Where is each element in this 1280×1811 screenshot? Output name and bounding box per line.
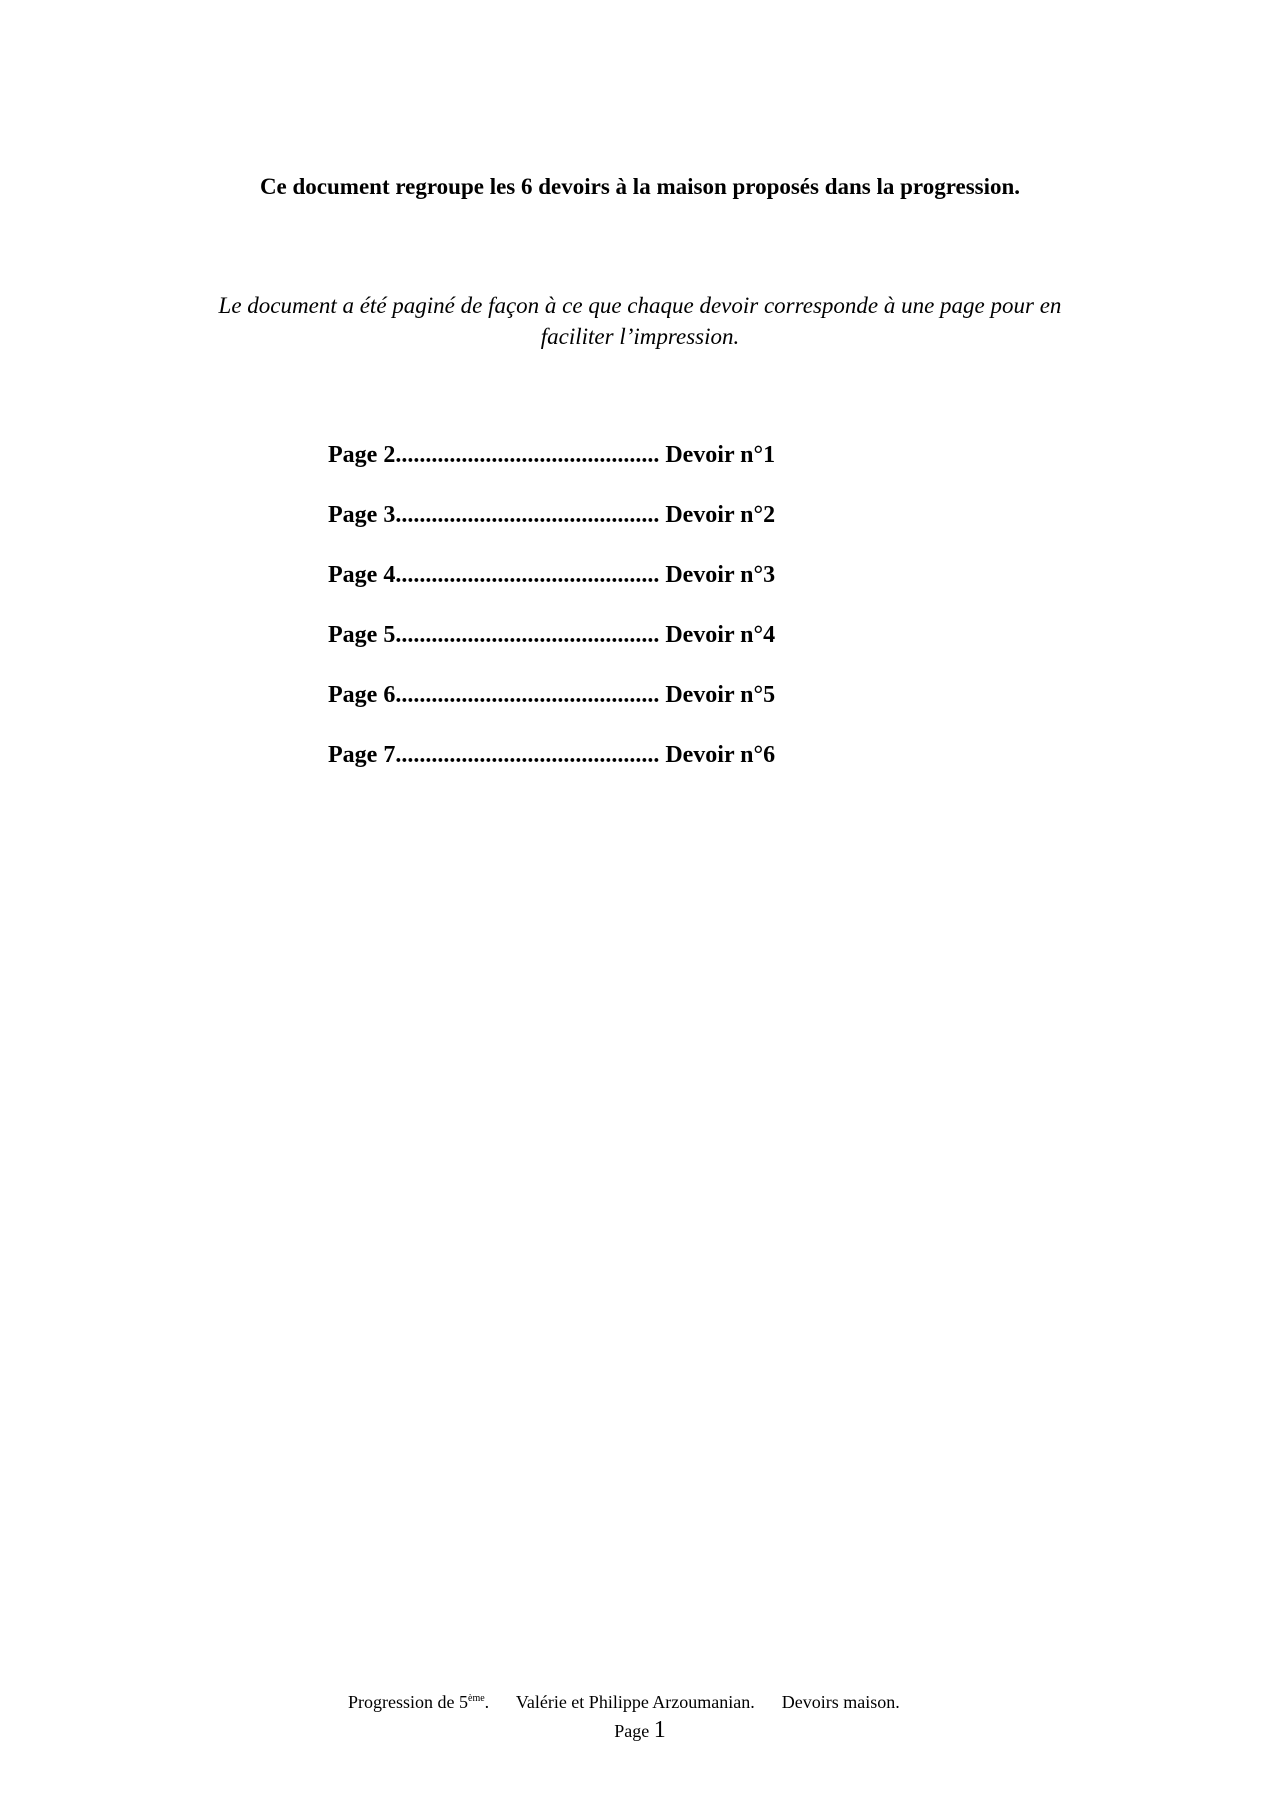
toc-page-label: Page 7 [328, 742, 396, 768]
footer-info-line [348, 1690, 900, 1714]
toc-leader-dots: ............................................ [395, 742, 660, 768]
intro-line-2: faciliter l’impression. [540, 324, 740, 349]
footer-subject: Devoirs maison. [781, 1692, 900, 1712]
footer-page-line [0, 1718, 1280, 1743]
toc-devoir-label: Devoir n°4 [659, 622, 776, 648]
footer-authors: Valérie et Philippe Arzoumanian. [515, 1692, 755, 1712]
toc-page-label: Page 6 [328, 682, 396, 708]
toc-entry-devoir-4 [328, 620, 775, 680]
intro-paragraph [150, 290, 1130, 352]
footer-progression-dot: . [484, 1692, 490, 1712]
toc-page-label: Page 2 [328, 442, 396, 468]
toc-leader-dots: ............................................ [395, 682, 660, 708]
toc-devoir-label: Devoir n°5 [659, 682, 776, 708]
footer-progression-superscript: ème [468, 1693, 485, 1704]
toc-entry-devoir-1 [328, 440, 775, 500]
toc-devoir-label: Devoir n°6 [659, 742, 776, 768]
footer-page-number: 1 [653, 1717, 666, 1743]
toc-entry-devoir-6 [328, 740, 775, 800]
toc-leader-dots: ............................................ [395, 442, 660, 468]
toc-leader-dots: ............................................ [395, 562, 660, 588]
toc-entry-devoir-3 [328, 560, 775, 620]
document-title: Ce document regroupe les 6 devoirs à la maison proposés dans la progression. [259, 174, 1021, 199]
footer-page-label: Page [614, 1721, 654, 1741]
toc-devoir-label: Devoir n°1 [659, 442, 776, 468]
toc-page-label: Page 5 [328, 622, 396, 648]
toc-devoir-label: Devoir n°2 [659, 502, 776, 528]
intro-line-1: Le document a été paginé de façon à ce que chaque devoir corresponde à une page pour en [218, 293, 1062, 318]
toc-leader-dots: ............................................ [395, 622, 660, 648]
toc-entry-devoir-5 [328, 680, 775, 740]
toc-page-label: Page 4 [328, 562, 396, 588]
toc-entry-devoir-2 [328, 500, 775, 560]
toc-devoir-label: Devoir n°3 [659, 562, 776, 588]
toc-page-label: Page 3 [328, 502, 396, 528]
table-of-contents [328, 440, 775, 800]
toc-leader-dots: ............................................ [395, 502, 660, 528]
footer-progression: Progression de 5 [348, 1692, 468, 1712]
